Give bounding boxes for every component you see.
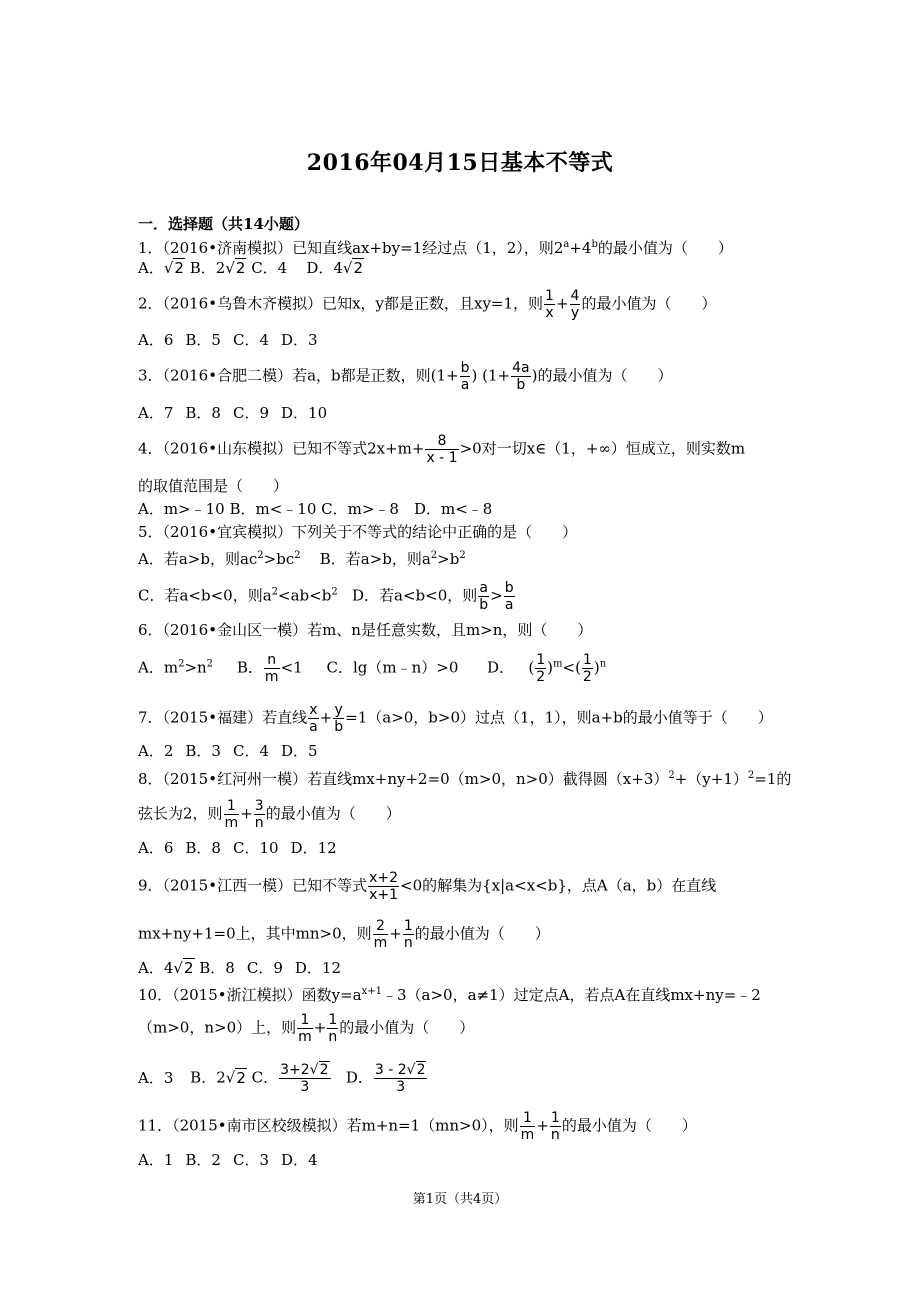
question-10-line2: （m>0，n>0）上，则 $\frac{1}{m}$ + $\frac{1}{n}$ 的最小值为（ ） (138, 1012, 475, 1045)
question-2-options: A．6 B．5 C．4 D．3 (138, 331, 318, 349)
section-heading: 一．选择题（共14小题） (138, 215, 309, 233)
question-4-options: A．m>﹣10 B．m<﹣10 C．m>﹣8 D．m<﹣8 (138, 500, 493, 518)
question-1-options: A．√2 B．2√2 C．4 D．4√2 (138, 259, 363, 277)
question-10-options: A．3 B．2√2 C． $\frac{3+2√2}{3}$ D． $\frac{3 - 2√2}{3}$ (138, 1062, 426, 1095)
question-9-options: A．4√2 B．8 C．9 D．12 (138, 959, 342, 977)
question-6: 6．（2016•金山区一模）若m、n是任意实数，且m>n，则（ ） (138, 621, 593, 639)
question-4-line2: 的取值范围是（ ） (138, 477, 289, 495)
page-footer: 第1页（共4页） (412, 1192, 508, 1207)
question-5-options-cd: C．若a<b<0，则$a^2<ab<b^2$ D．若a<b<0，则 $\frac{a}{b}$ > $\frac{b}{a}$ (138, 580, 514, 613)
question-10: 10．（2015•浙江模拟）函数$y=a^{x+1}﹣3(a>0$，a≠1）过定点A，若点A在直线mx+ny=﹣2 (138, 986, 761, 1004)
question-6-options: A．$m^2>n^2$ B． $\frac{n}{m}$ <1 C．lg（m﹣n）>0 D． ( $\frac{1}{2}$ )$^m$<( $\frac{1}{2}$ )$^n$ (138, 652, 607, 685)
question-1: 1．（2016•济南模拟）已知直线ax+by=1经过点（1，2），则$2^a+4^b$的最小值为（ ） (138, 239, 733, 257)
question-8: 8．（2015•红河州一模）若直线mx+ny+2=0（m>0，n>0）截得圆$(x+3)^2+(y+1)^2=1$的 (138, 770, 792, 788)
question-11-options: A．1 B．2 C．3 D．4 (138, 1151, 318, 1169)
question-2: 2．（2016•乌鲁木齐模拟）已知x，y都是正数，且xy=1，则 $\frac{1}{x}$ + $\frac{4}{y}$ 的最小值为（ ） (138, 288, 717, 321)
question-7: 7．（2015•福建）若直线 $\frac{x}{a}$ + $\frac{y}{b}$ =1（a>0，b>0）过点（1，1），则a+b的最小值等于（ ） (138, 702, 773, 735)
document-title: 2016年04月15日基本不等式 (306, 150, 614, 176)
question-7-options: A．2 B．3 C．4 D．5 (138, 742, 318, 760)
question-9-line2: mx+ny+1=0上，其中mn>0，则 $\frac{2}{m}$ + $\frac{1}{n}$ 的最小值为（ ） (138, 918, 550, 951)
question-9: 9．（2015•江西一模）已知不等式 $\frac{x+2}{x+1}$ <0的解集为{x|a<x<b}，点A（a，b）在直线 (138, 870, 717, 903)
question-8-options: A．6 B．8 C．10 D．12 (138, 839, 337, 857)
question-4: 4．（2016•山东模拟）已知不等式2x+m+ $\frac{8}{x - 1}$ >0对一切x∈（1，+∞）恒成立，则实数m (138, 433, 746, 466)
question-11: 11．（2015•南市区校级模拟）若m+n=1（mn>0），则 $\frac{1}{m}$ + $\frac{1}{n}$ 的最小值为（ ） (138, 1110, 697, 1143)
question-3-options: A．7 B．8 C．9 D．10 (138, 404, 328, 422)
question-5: 5．（2016•宜宾模拟）下列关于不等式的结论中正确的是（ ） (138, 523, 578, 541)
question-5-options-ab: A．若a>b，则$ac^2>bc^2$ B．若a>b，则$a^2>b^2$ (138, 550, 466, 568)
question-3: 3．（2016•合肥二模）若a，b都是正数，则(1+ $\frac{b}{a}$ ) (1+ $\frac{4a}{b}$ )的最小值为（ ） (138, 360, 673, 393)
question-8-line2: 弦长为2，则 $\frac{1}{m}$ + $\frac{3}{n}$ 的最小值为（ ） (138, 798, 401, 831)
